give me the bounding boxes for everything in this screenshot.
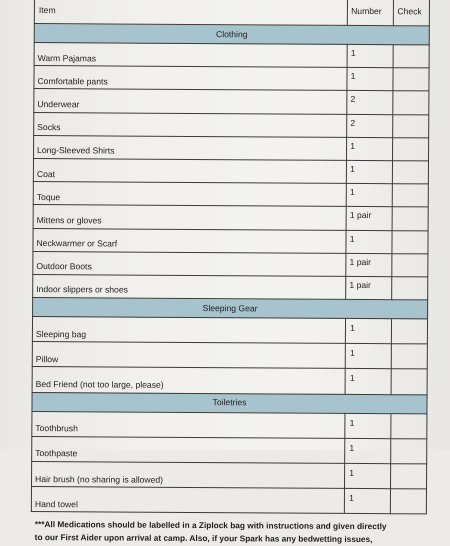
- packing-list-table: [31, 0, 430, 515]
- item-cell: Coat: [33, 158, 346, 183]
- section-title: Sleeping Gear: [33, 298, 428, 319]
- check-cell[interactable]: [393, 207, 429, 230]
- check-cell[interactable]: [392, 277, 428, 300]
- number-cell: 1: [345, 489, 391, 514]
- item-cell: Warm Pajamas: [34, 43, 347, 68]
- item-cell: Toque: [33, 182, 346, 207]
- check-cell[interactable]: [392, 253, 428, 276]
- section-title: Clothing: [34, 24, 429, 45]
- number-cell: 1 pair: [346, 253, 392, 276]
- item-cell: Comfortable pants: [34, 66, 347, 91]
- item-cell: Sleeping bag: [32, 317, 345, 344]
- table-row: [34, 135, 429, 161]
- table-row: [34, 89, 429, 115]
- item-cell: Indoor slippers or shoes: [33, 274, 346, 299]
- number-cell: 1: [347, 68, 393, 91]
- check-cell[interactable]: [393, 114, 429, 137]
- item-cell: Underwear: [34, 89, 347, 114]
- number-cell: 1: [345, 463, 391, 488]
- item-cell: Socks: [34, 112, 347, 137]
- number-cell: 1: [347, 44, 393, 67]
- number-cell: 1: [347, 160, 393, 183]
- check-cell[interactable]: [391, 439, 427, 464]
- number-cell: 1: [346, 184, 392, 207]
- check-cell[interactable]: [392, 230, 428, 253]
- item-cell: Pillow: [32, 342, 345, 369]
- section-title: Toiletries: [32, 392, 427, 413]
- table-header-row: [34, 0, 429, 26]
- number-cell: 1: [345, 438, 391, 463]
- table-row: [33, 205, 428, 231]
- number-column-header: Number: [348, 0, 394, 26]
- note-line-1: ***All Medications should be labelled in a Ziplock bag with instructions and given directly: [34, 519, 387, 532]
- number-cell: 2: [347, 114, 393, 137]
- check-cell[interactable]: [392, 319, 428, 344]
- table-row: [31, 487, 426, 515]
- table-row: [32, 342, 427, 370]
- note-line-2: to our First Aider upon arrival at camp. Also, if your Spark has any bedwetting issues,: [34, 531, 373, 544]
- table-row: [33, 158, 428, 184]
- number-cell: 1 pair: [346, 276, 392, 299]
- check-cell[interactable]: [391, 464, 427, 489]
- table-row: [34, 66, 429, 92]
- item-cell: Hand towel: [31, 487, 344, 514]
- table-row: [34, 43, 429, 69]
- number-cell: 1: [345, 369, 391, 394]
- item-column-header: Item: [34, 0, 347, 25]
- check-cell[interactable]: [394, 45, 430, 68]
- number-cell: 1: [345, 344, 391, 369]
- item-cell: Hair brush (no sharing is allowed): [32, 461, 345, 488]
- packing-list: [31, 0, 430, 546]
- section-header-row: [32, 392, 427, 413]
- item-cell: Neckwarmer or Scarf: [33, 228, 346, 253]
- check-cell[interactable]: [392, 369, 428, 394]
- item-cell: Long-Sleeved Shirts: [34, 135, 347, 160]
- table-row: [32, 436, 427, 464]
- number-cell: 2: [347, 91, 393, 114]
- table-row: [33, 228, 428, 254]
- check-column-header: Check: [394, 0, 430, 26]
- item-cell: Outdoor Boots: [33, 251, 346, 276]
- table-row: [32, 411, 427, 439]
- check-cell[interactable]: [393, 137, 429, 160]
- table-row: [33, 251, 428, 277]
- number-cell: 1: [347, 137, 393, 160]
- table-row: [34, 112, 429, 138]
- number-cell: 1: [346, 230, 392, 253]
- table-row: [33, 274, 428, 300]
- medication-note: [31, 518, 450, 545]
- item-cell: Mittens or gloves: [33, 205, 346, 230]
- check-cell[interactable]: [393, 184, 429, 207]
- check-cell[interactable]: [393, 161, 429, 184]
- check-cell[interactable]: [391, 489, 427, 514]
- number-cell: 1: [346, 318, 392, 343]
- number-cell: 1 pair: [346, 207, 392, 230]
- check-cell[interactable]: [392, 344, 428, 369]
- table-row: [32, 461, 427, 489]
- table-row: [32, 367, 427, 395]
- table-row: [33, 182, 428, 208]
- item-cell: Toothbrush: [32, 411, 345, 438]
- check-cell[interactable]: [391, 413, 427, 438]
- check-cell[interactable]: [393, 91, 429, 114]
- item-cell: Bed Friend (not too large, please): [32, 367, 345, 394]
- check-cell[interactable]: [393, 68, 429, 91]
- section-header-row: [33, 298, 428, 319]
- table-row: [32, 317, 427, 345]
- section-header-row: [34, 24, 429, 45]
- number-cell: 1: [345, 413, 391, 438]
- item-cell: Toothpaste: [32, 436, 345, 463]
